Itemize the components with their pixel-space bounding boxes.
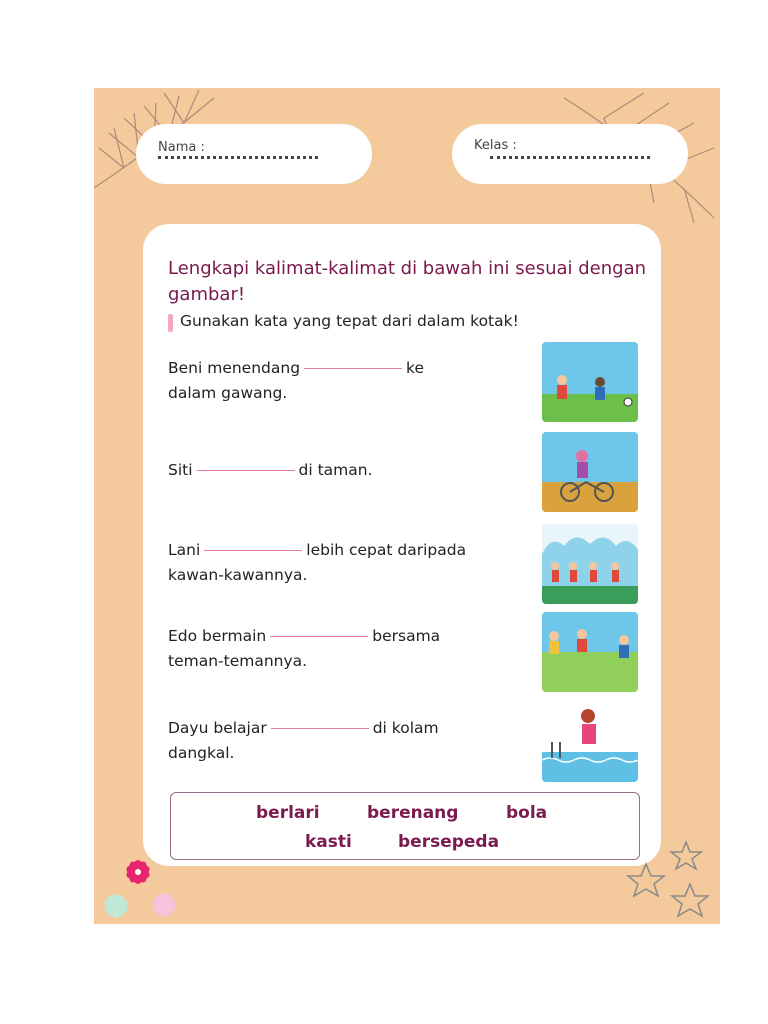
question-1 xyxy=(168,356,508,406)
question-text-after: lebih cepat daripada xyxy=(306,541,467,559)
name-field[interactable] xyxy=(136,124,372,184)
word-berenang: berenang xyxy=(367,803,459,823)
instruction-marker xyxy=(168,314,173,332)
question-text-before: Siti xyxy=(168,461,193,479)
class-field[interactable] xyxy=(452,124,688,184)
class-label: Kelas : xyxy=(474,138,517,153)
question-text-line2: kawan-kawannya. xyxy=(168,566,308,584)
question-text-after: di taman. xyxy=(298,461,373,479)
swimming-picture xyxy=(542,702,638,782)
word-bola: bola xyxy=(506,803,548,823)
answer-blank[interactable] xyxy=(304,368,402,369)
answer-blank[interactable] xyxy=(271,728,369,729)
green-flower-icon xyxy=(96,888,136,924)
question-text-before: Edo bermain xyxy=(168,627,267,645)
instruction xyxy=(168,312,519,330)
question-2 xyxy=(168,458,508,483)
running-picture xyxy=(542,524,638,604)
word-bersepeda: bersepeda xyxy=(398,832,500,852)
question-text-before: Dayu belajar xyxy=(168,719,267,737)
answer-blank[interactable] xyxy=(204,550,302,551)
question-text-after: di kolam xyxy=(372,719,439,737)
star-icons xyxy=(624,838,720,924)
question-5 xyxy=(168,716,508,766)
class-dotted-line xyxy=(490,156,650,159)
soccer-picture xyxy=(542,342,638,422)
soccer-scene-icon xyxy=(542,342,638,422)
word-berlari: berlari xyxy=(256,803,320,823)
answer-blank[interactable] xyxy=(197,470,295,471)
name-dotted-line xyxy=(158,156,318,159)
light-pink-flower-icon xyxy=(144,886,184,924)
kasti-picture xyxy=(542,612,638,692)
answer-blank[interactable] xyxy=(270,636,368,637)
running-scene-icon xyxy=(542,524,638,604)
name-label: Nama : xyxy=(158,140,205,155)
cycling-picture xyxy=(542,432,638,512)
question-4 xyxy=(168,624,508,674)
word-kasti: kasti xyxy=(305,832,352,852)
question-text-after: ke xyxy=(406,359,425,377)
swimming-scene-icon xyxy=(542,702,638,782)
question-text-before: Beni menendang xyxy=(168,359,301,377)
question-text-after: bersama xyxy=(372,627,441,645)
instruction-text: Gunakan kata yang tepat dari dalam kotak! xyxy=(180,312,519,330)
kasti-scene-icon xyxy=(542,612,638,692)
question-text-line2: dangkal. xyxy=(168,744,235,762)
cycling-scene-icon xyxy=(542,432,638,512)
question-text-line2: dalam gawang. xyxy=(168,384,288,402)
exercise-title: Lengkapi kalimat-kalimat di bawah ini sesuai dengan gambar! xyxy=(168,258,647,305)
question-3 xyxy=(168,538,508,588)
question-text-line2: teman-temannya. xyxy=(168,652,308,670)
question-text-before: Lani xyxy=(168,541,201,559)
